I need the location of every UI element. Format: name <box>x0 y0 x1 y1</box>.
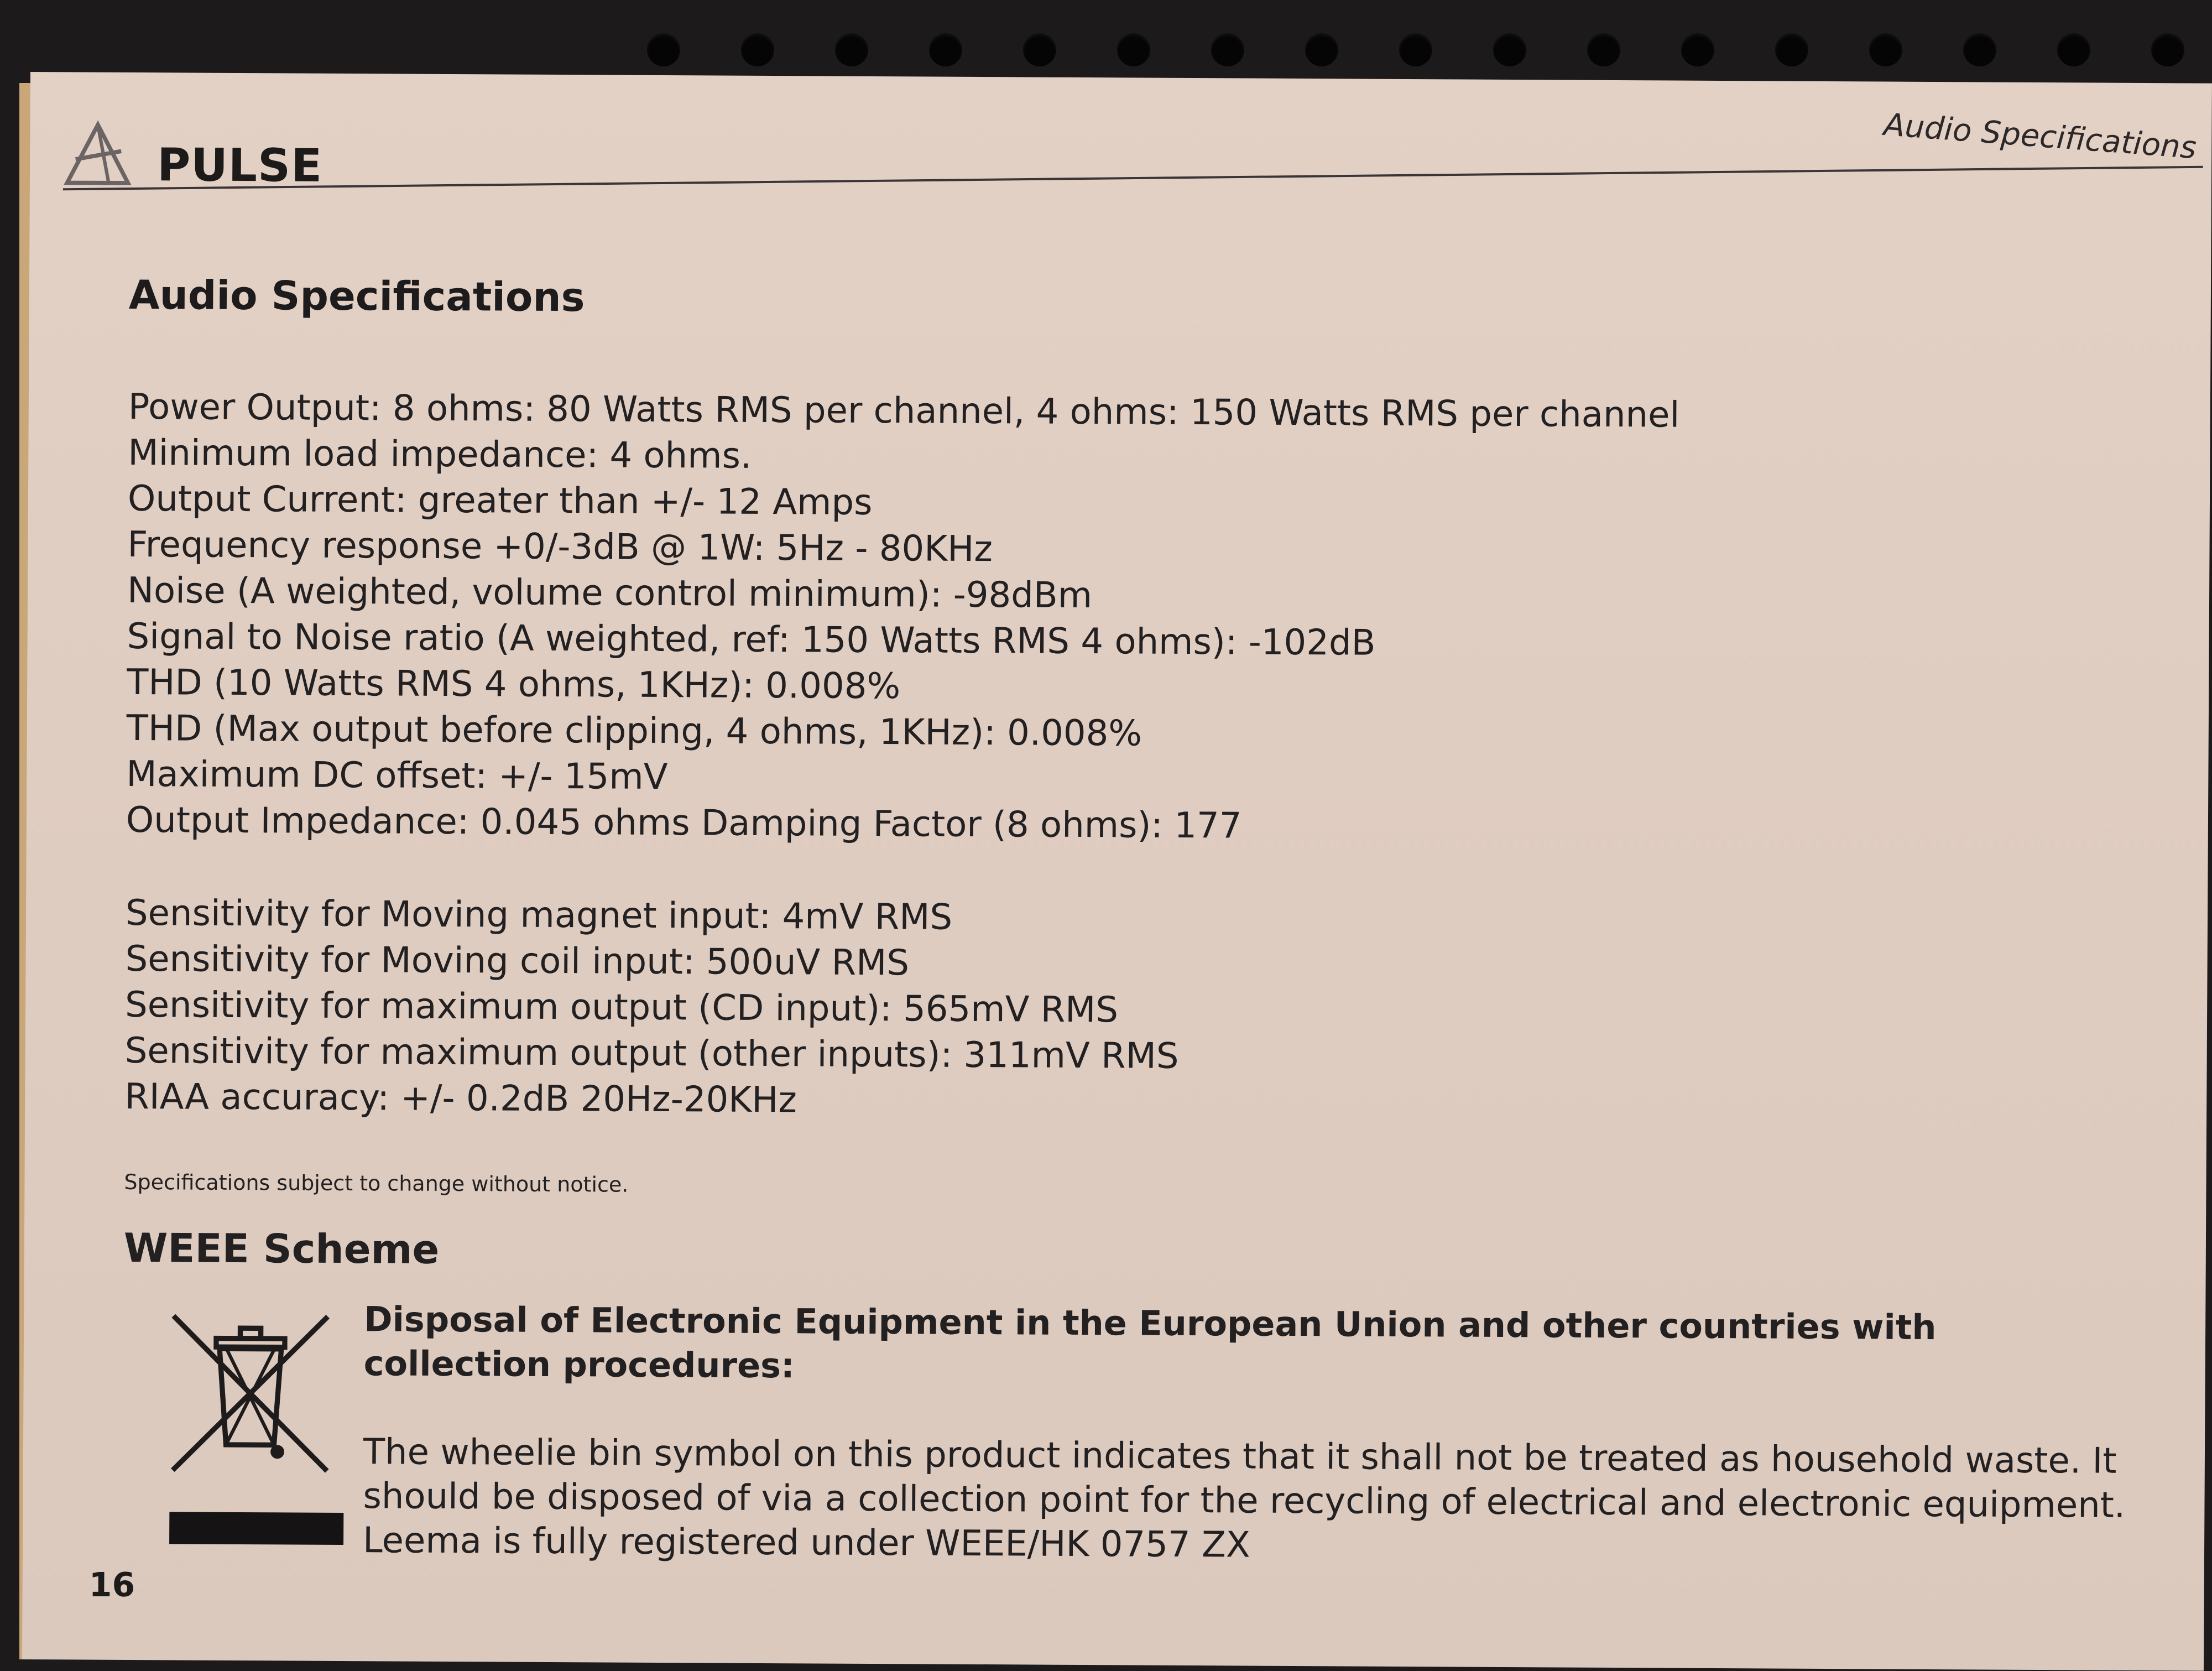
spec-line: Output Current: greater than +/- 12 Amps <box>127 478 873 523</box>
sensitivity-line: RIAA accuracy: +/- 0.2dB 20Hz-20KHz <box>124 1076 797 1121</box>
page-title: Audio Specifications <box>128 271 585 321</box>
spec-line: Signal to Noise ratio (A weighted, ref: 150 Watts RMS 4 ohms): -102dB <box>127 616 1376 664</box>
weee-body: The wheelie bin symbol on this product indicates that it shall not be treated as household waste. It should be disposed of via a collection point for the recycling of electrical and electronic equipment. Leema is fully registered under WEEE/HK 0757 ZX <box>362 1431 2126 1566</box>
spec-line: Noise (A weighted, volume control minimum): -98dBm <box>127 570 1093 617</box>
page-content <box>122 271 2126 1594</box>
binding-holes <box>636 0 2212 77</box>
page-number: 16 <box>88 1565 135 1605</box>
header-divider <box>63 166 2203 191</box>
spec-line: Output Impedance: 0.045 ohms Damping Factor (8 ohms): 177 <box>126 799 1242 847</box>
spec-line: Frequency response +0/-3dB @ 1W: 5Hz - 80KHz <box>127 524 993 570</box>
manual-page <box>22 72 2212 1671</box>
sensitivity-line: Sensitivity for Moving coil input: 500uV RMS <box>125 938 910 984</box>
spec-line: Power Output: 8 ohms: 80 Watts RMS per channel, 4 ohms: 150 Watts RMS per channel <box>128 386 1680 436</box>
sensitivity-line: Sensitivity for maximum output (CD input): 565mV RMS <box>124 984 1119 1031</box>
weee-section <box>122 1296 2126 1594</box>
spec-line: THD (10 Watts RMS 4 ohms, 1KHz): 0.008% <box>127 662 901 707</box>
sensitivity-list <box>124 891 2116 1131</box>
page-header <box>30 72 2212 205</box>
sensitivity-line: Sensitivity for maximum output (other inputs): 311mV RMS <box>124 1030 1179 1077</box>
header-section-title: Audio Specifications <box>1882 107 2198 166</box>
weee-black-bar <box>169 1512 343 1545</box>
spec-disclaimer: Specifications subject to change without notice. <box>124 1169 629 1197</box>
spec-line: Maximum DC offset: +/- 15mV <box>126 753 668 798</box>
spec-list <box>126 384 2119 854</box>
brand-logo-icon <box>63 119 133 189</box>
crossed-wheelie-bin-icon <box>161 1307 340 1480</box>
spec-line: Minimum load impedance: 4 ohms. <box>128 432 752 477</box>
sensitivity-line: Sensitivity for Moving magnet input: 4mV RMS <box>125 892 953 938</box>
spec-line: THD (Max output before clipping, 4 ohms, 1KHz): 0.008% <box>126 707 1142 754</box>
brand-name: PULSE <box>156 139 323 192</box>
weee-heading: Disposal of Electronic Equipment in the European Union and other countries with collection procedures: <box>363 1299 1937 1386</box>
weee-title: WEEE Scheme <box>123 1224 440 1273</box>
